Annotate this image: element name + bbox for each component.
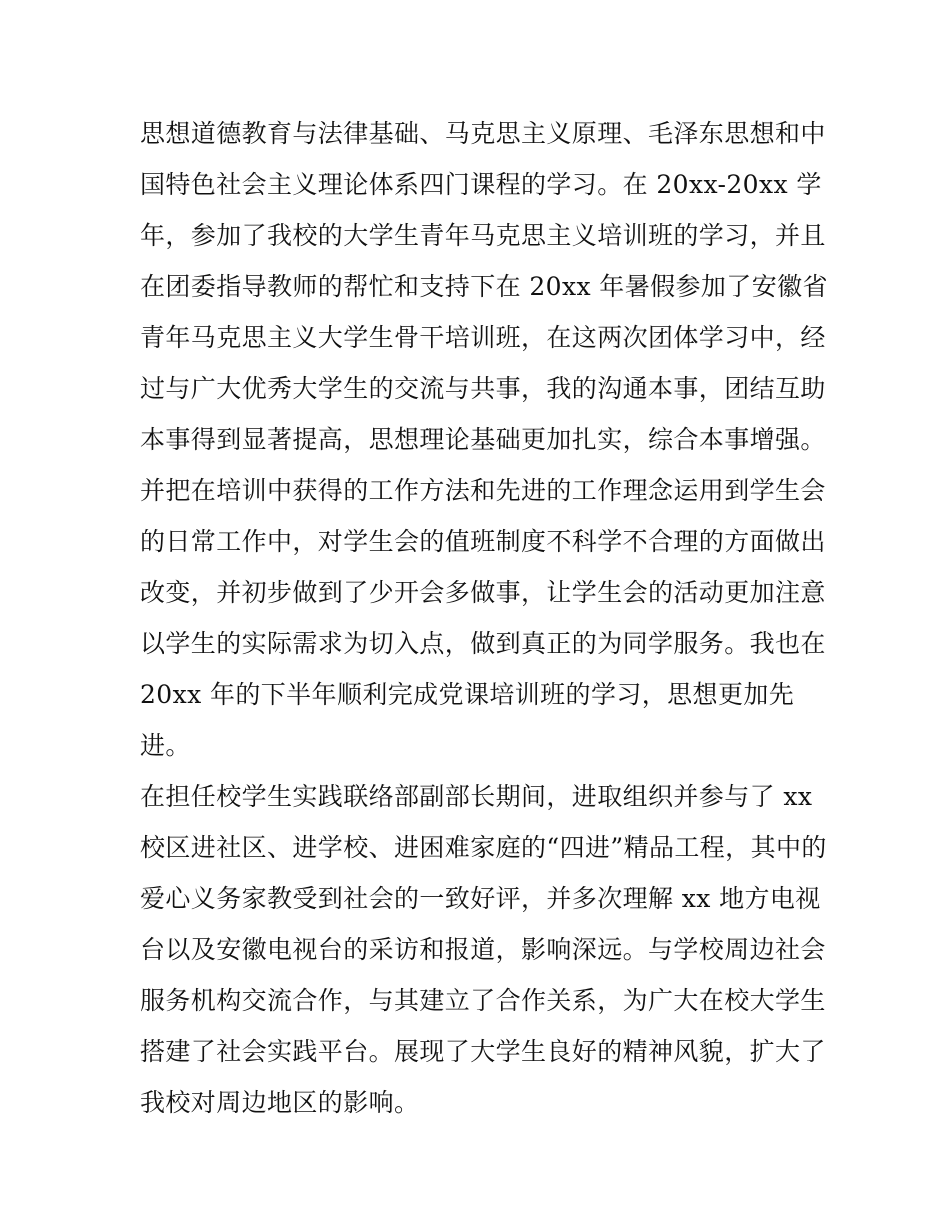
text-line: 在担任校学生实践联络部副部长期间，进取组织并参与了 xx <box>140 782 813 811</box>
text-line: 青年马克思主义大学生骨干培训班，在这两次团体学习中，经 <box>140 323 826 352</box>
text-line: 台以及安徽电视台的采访和报道，影响深远。与学校周边社会 <box>140 935 826 964</box>
text-line: 本事得到显著提高，思想理论基础更加扎实，综合本事增强。 <box>140 425 826 454</box>
text-line: 思想道德教育与法律基础、马克思主义原理、毛泽东思想和中 <box>140 119 826 148</box>
text-line: 20xx 年的下半年顺利完成党课培训班的学习，思想更加先 <box>140 680 795 709</box>
text-line: 校区进社区、进学校、进困难家庭的“四进”精品工程，其中的 <box>140 833 827 862</box>
text-line: 以学生的实际需求为切入点，做到真正的为同学服务。我也在 <box>140 629 826 658</box>
text-line: 过与广大优秀大学生的交流与共事，我的沟通本事，团结互助 <box>140 374 826 403</box>
text-line: 爱心义务家教受到社会的一致好评，并多次理解 xx 地方电视 <box>140 884 821 913</box>
text-line: 并把在培训中获得的工作方法和先进的工作理念运用到学生会 <box>140 476 826 505</box>
text-line: 国特色社会主义理论体系四门课程的学习。在 20xx-20xx 学 <box>140 170 822 199</box>
text-line: 服务机构交流合作，与其建立了合作关系，为广大在校大学生 <box>140 986 826 1015</box>
text-line: 的日常工作中，对学生会的值班制度不科学不合理的方面做出 <box>140 527 826 556</box>
text-line: 年，参加了我校的大学生青年马克思主义培训班的学习，并且 <box>140 221 826 250</box>
text-line: 在团委指导教师的帮忙和支持下在 20xx 年暑假参加了安徽省 <box>140 272 828 301</box>
text-line: 进。 <box>140 731 191 760</box>
text-line: 搭建了社会实践平台。展现了大学生良好的精神风貌，扩大了 <box>140 1037 826 1066</box>
text-line: 改变，并初步做到了少开会多做事，让学生会的活动更加注意 <box>140 578 826 607</box>
text-line: 我校对周边地区的影响。 <box>140 1088 420 1117</box>
body-text <box>140 108 840 1128</box>
